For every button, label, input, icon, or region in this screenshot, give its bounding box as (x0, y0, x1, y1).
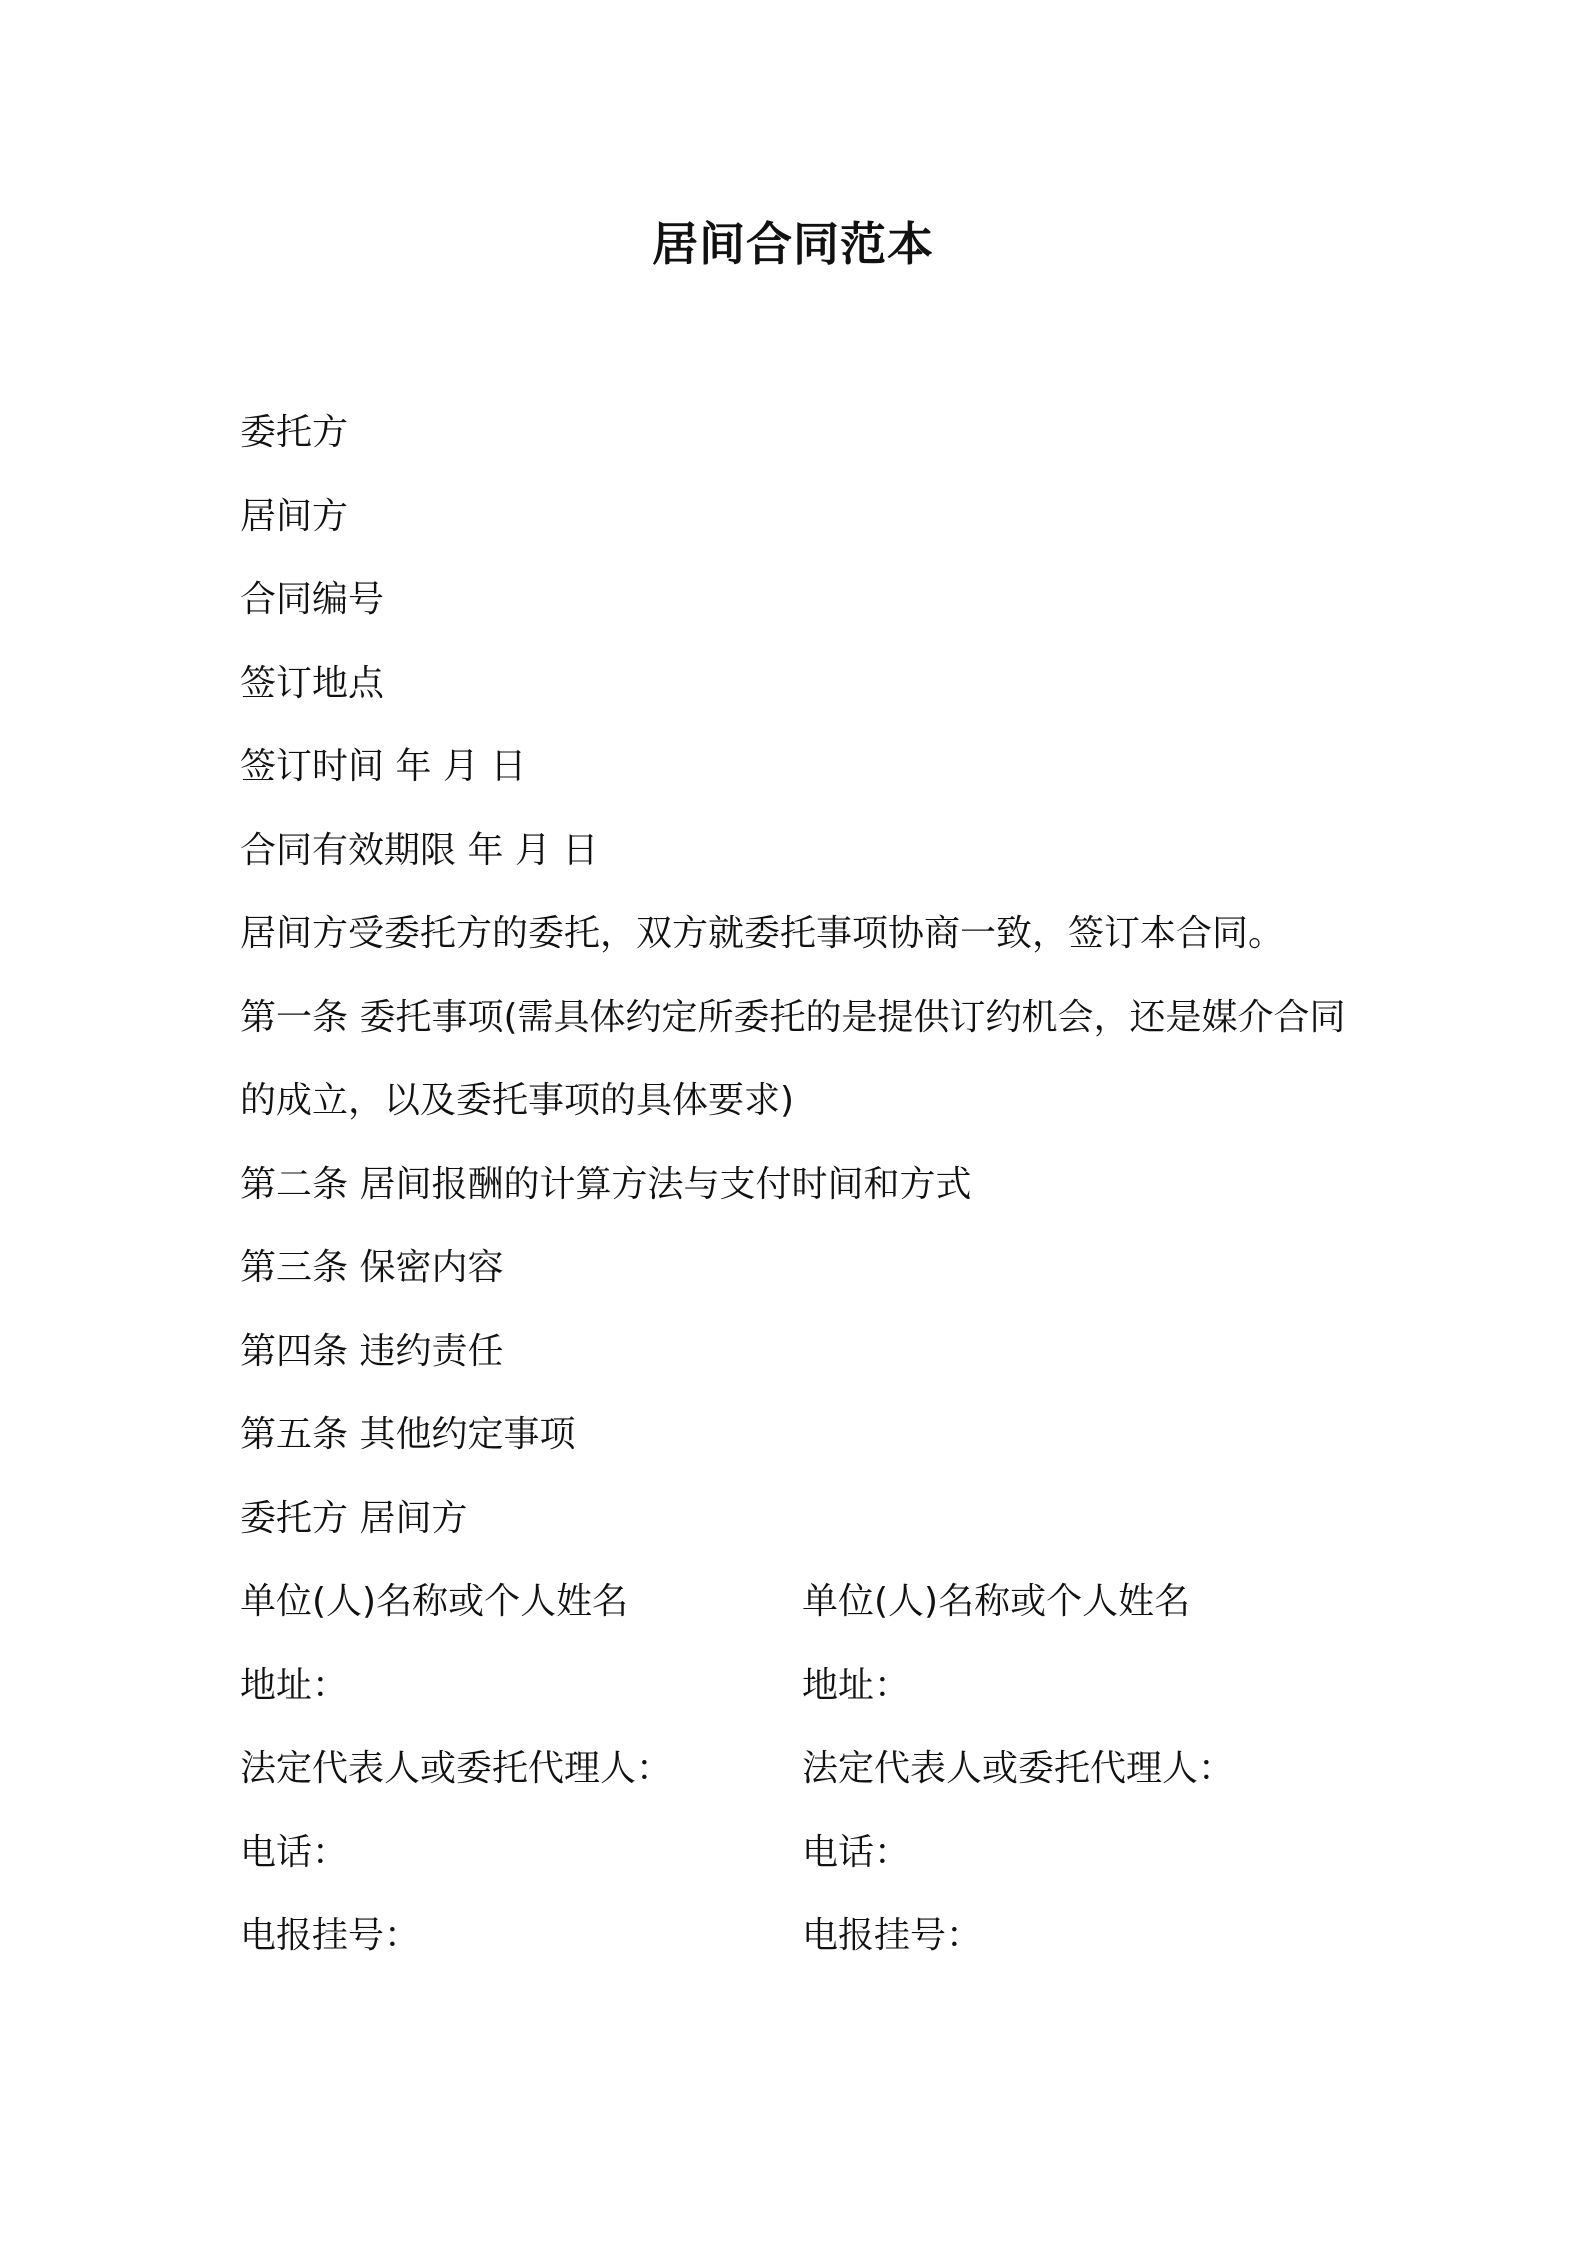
broker-address-field: 地址： (802, 1664, 911, 1706)
broker-name-field: 单位(人)名称或个人姓名 (802, 1581, 1191, 1622)
broker-phone-field: 电话： (802, 1831, 911, 1873)
article-4: 第四条 违约责任 (240, 1330, 504, 1372)
article-2: 第二条 居间报酬的计算方法与支付时间和方式 (240, 1163, 972, 1205)
document-body (240, 407, 1380, 1994)
signature-row-representative (240, 1743, 1380, 1827)
validity-period-line: 合同有效期限 年 月 日 (240, 829, 599, 871)
document-title: 居间合同范本 (652, 217, 934, 271)
parties-line: 委托方 居间方 (240, 1497, 468, 1539)
broker-representative-field: 法定代表人或委托代理人： (802, 1748, 1235, 1789)
article-1: 第一条 委托事项(需具体约定所委托的是提供订约机会，还是媒介合同的成立，以及委托事项的具体要求) (240, 996, 1346, 1122)
signature-row-address (240, 1660, 1380, 1744)
client-line: 委托方 (240, 412, 349, 453)
signing-place-line: 签订地点 (240, 662, 385, 704)
broker-telegraph-field: 电报挂号： (802, 1915, 983, 1956)
contract-number-line: 合同编号 (240, 579, 385, 620)
article-3: 第三条 保密内容 (240, 1247, 504, 1288)
signing-date-line: 签订时间 年 月 日 (240, 746, 527, 787)
intro-paragraph: 居间方受委托方的委托，双方就委托事项协商一致，签订本合同。 (240, 913, 1285, 954)
signature-row-name (240, 1576, 1380, 1660)
client-telegraph-field: 电报挂号： (240, 1915, 421, 1956)
client-phone-field: 电话： (240, 1831, 349, 1873)
client-address-field: 地址： (240, 1664, 349, 1706)
article-5: 第五条 其他约定事项 (240, 1414, 576, 1455)
client-representative-field: 法定代表人或委托代理人： (240, 1748, 673, 1789)
broker-line: 居间方 (240, 495, 349, 537)
client-name-field: 单位(人)名称或个人姓名 (240, 1581, 629, 1622)
signature-row-telegraph (240, 1910, 1380, 1994)
signature-row-phone (240, 1827, 1380, 1911)
